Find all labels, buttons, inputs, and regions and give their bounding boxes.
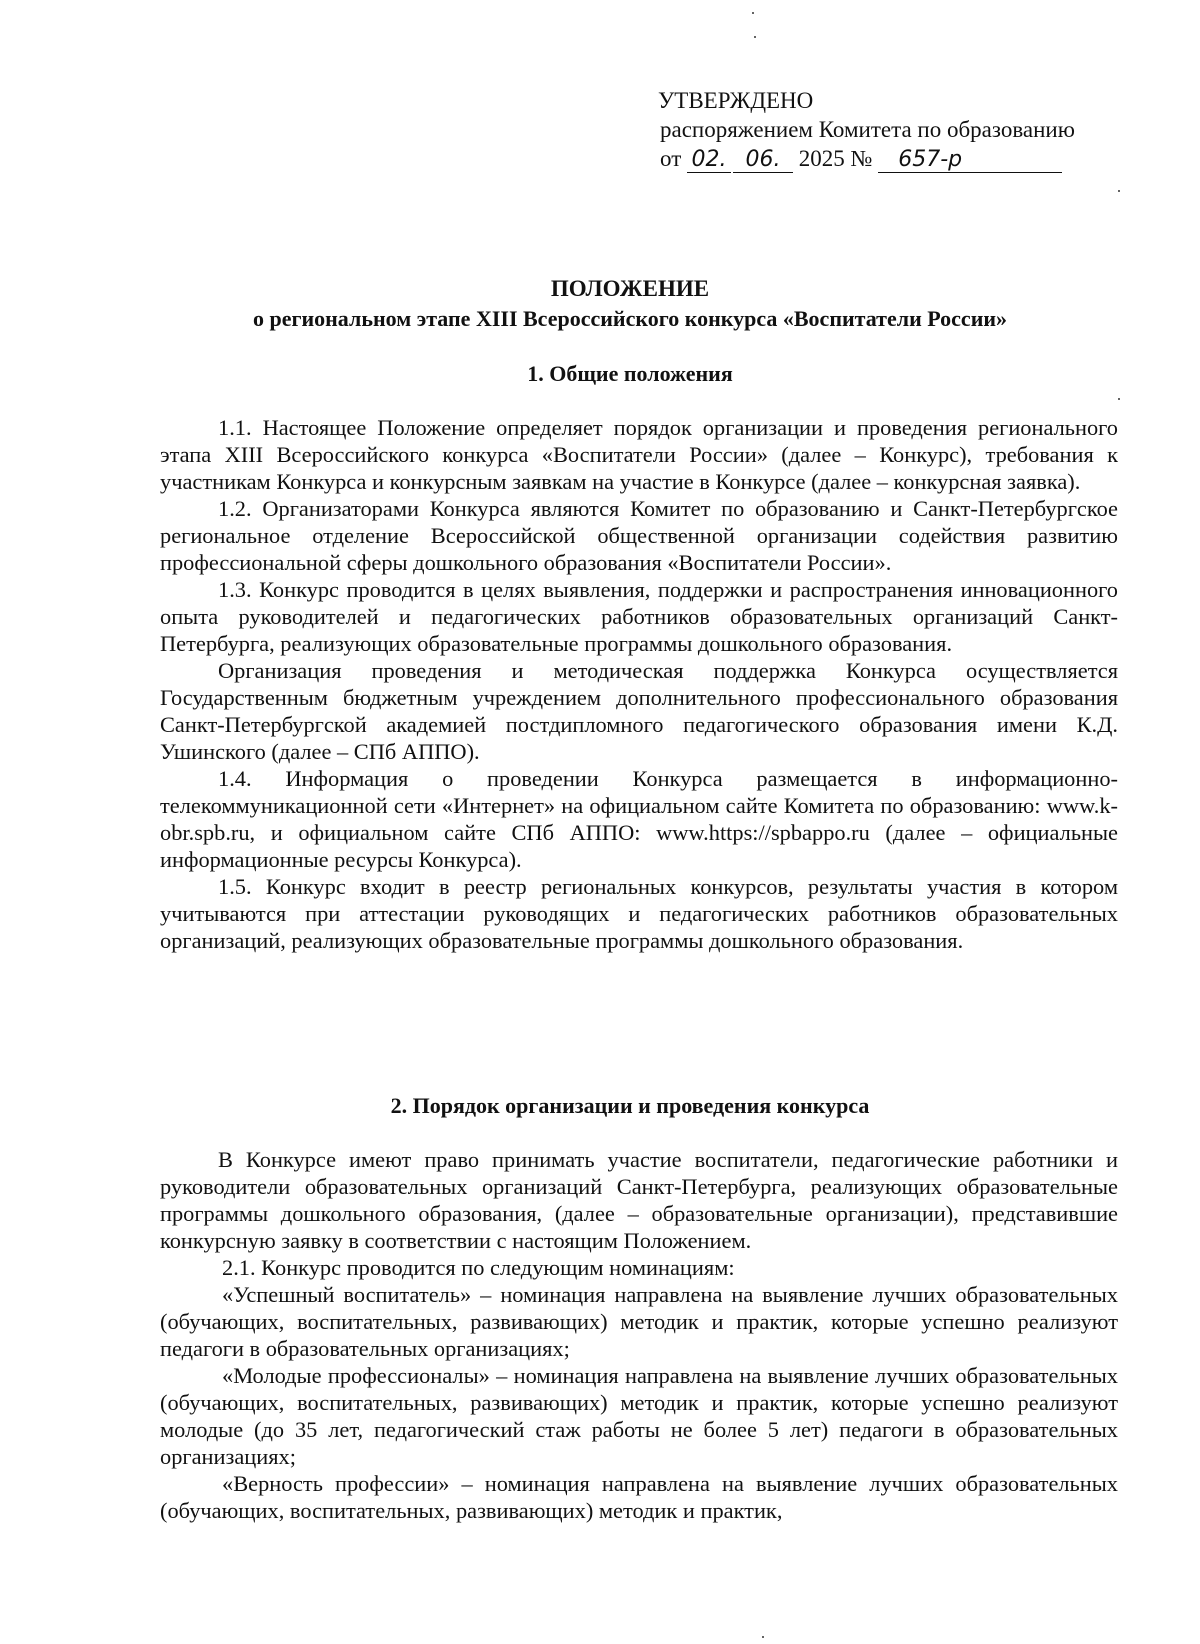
approval-heading: УТВЕРЖДЕНО: [658, 88, 814, 113]
date-prefix: от: [660, 146, 682, 171]
paragraph: «Успешный воспитатель» – номинация направлена на выявление лучших образовательных (обучающих, воспитательных, развивающих) методик и практик, которые успешно реализуют педагоги в образовательных организациях;: [160, 1282, 1118, 1361]
section-heading: 2. Порядок организации и проведения конкурса: [390, 1093, 870, 1118]
section-heading: 1. Общие положения: [527, 361, 733, 386]
handwritten-month: 06.: [733, 148, 793, 173]
paragraph: 1.2. Организаторами Конкурса являются Комитет по образованию и Санкт-Петербургское региональное отделение Всероссийской общественной организации содействия развитию профессиональной сферы дошкольного образования «Воспитатели России».: [160, 496, 1118, 575]
paragraph: 1.3. Конкурс проводится в целях выявления, поддержки и распространения инновационного опыта руководителей и педагогических работников образовательных организаций Санкт-Петербурга, реализующих образовательные программы дошкольного образования.: [160, 577, 1118, 656]
approval-block: [658, 86, 1098, 173]
approval-date-line: [658, 144, 1098, 173]
section-body: [160, 1146, 1118, 1524]
document-subtitle: о региональном этапе XIII Всероссийского конкурса «Воспитатели России»: [252, 306, 1008, 331]
handwritten-number: 657-р: [878, 148, 1062, 173]
title-block: [150, 274, 1110, 334]
paragraph: 2.1. Конкурс проводится по следующим номинациям:: [222, 1255, 735, 1280]
year-and-number-label: 2025 №: [798, 146, 873, 171]
paragraph: Организация проведения и методическая поддержка Конкурса осуществляется Государственным бюджетным учреждением дополнительного профессионального образования Санкт-Петербургской академией постдипломного педагогического образования имени К.Д. Ушинского (далее – СПб АППО).: [160, 658, 1118, 764]
scan-speck: [762, 1636, 764, 1638]
paragraph: 1.5. Конкурс входит в реестр региональных конкурсов, результаты участия в котором учитываются при аттестации руководящих и педагогических работников образовательных организаций, реализующих образовательные программы дошкольного образования.: [160, 874, 1118, 953]
scan-speck: [1118, 190, 1120, 192]
handwritten-day: 02.: [687, 148, 731, 173]
paragraph: В Конкурсе имеют право принимать участие воспитатели, педагогические работники и руководители образовательных организаций Санкт-Петербурга, реализующих образовательные программы дошкольного образования, (далее – образовательные организации), представившие конкурсную заявку в соответствии с настоящим Положением.: [160, 1147, 1118, 1253]
document-title: ПОЛОЖЕНИЕ: [550, 276, 710, 301]
approval-authority: распоряжением Комитета по образованию: [660, 117, 1075, 142]
scan-speck: [1118, 398, 1120, 400]
paragraph: 1.4. Информация о проведении Конкурса размещается в информационно-телекоммуникационной сети «Интернет» на официальном сайте Комитета по образованию: www.k-obr.spb.ru, и официальном сайте СПб АППО: www.https://spbappo.ru (далее – официальные информационные ресурсы Конкурса).: [160, 766, 1118, 872]
paragraph: «Молодые профессионалы» – номинация направлена на выявление лучших образовательных (обучающих, воспитательных, развивающих) методик и практик, которые успешно реализуют молодые (до 35 лет, педагогический стаж работы не более 5 лет) педагоги в образовательных организациях;: [160, 1363, 1118, 1469]
scan-speck: [752, 12, 754, 14]
scan-speck: [754, 36, 756, 38]
paragraph: 1.1. Настоящее Положение определяет порядок организации и проведения регионального этапа XIII Всероссийского конкурса «Воспитатели России» (далее – Конкурс), требования к участникам Конкурса и конкурсным заявкам на участие в Конкурсе (далее – конкурсная заявка).: [160, 415, 1118, 494]
section-body: [160, 414, 1118, 954]
paragraph: «Верность профессии» – номинация направлена на выявление лучших образовательных (обучающих, воспитательных, развивающих) методик и практик,: [160, 1471, 1118, 1523]
